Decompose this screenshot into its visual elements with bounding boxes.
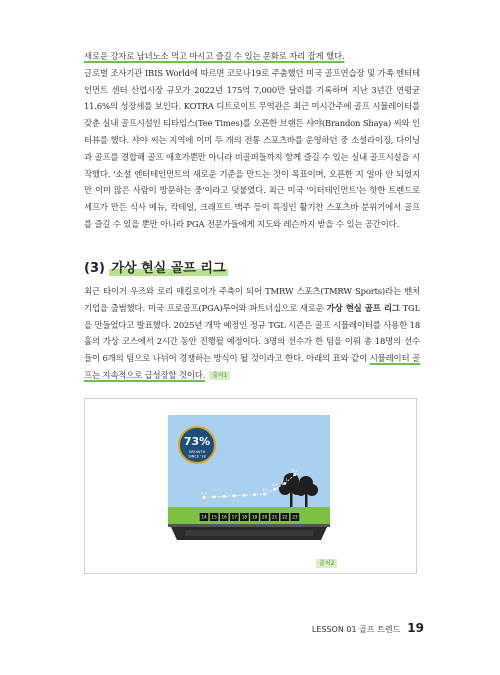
year-label: 17 [231,514,237,520]
trend-point [294,473,297,476]
grass-panel [168,507,330,524]
trend-value-label: 4.4 [271,483,278,488]
year-label: 16 [221,514,227,520]
year-label: 14 [201,514,207,520]
year-label: 23 [292,514,298,520]
year-label: 18 [241,514,248,520]
trend-point [203,496,206,499]
paragraph-2-text-a: 최근 타이거 우즈와 로리 매킬로이가 주축이 되어 TMRW 스포츠(TMRW Sports)라는 벤처기업을 출범했다. 미국 프로골프(PGA)투어와 파트너십으로 새로운 [84,286,420,313]
bold-phrase: 가상 현실 골프 리그 [326,302,400,313]
year-label: 20 [261,514,268,520]
paragraph-1-body: 글로벌 조사기관 IBIS World에 따르면 코로나19로 주춤했던 미국 골프연습장 및 가족 엔터테인먼트 센터 산업시장 규모가 2022년 175억 7,000만 달러를 기록하며 지난 3년간 연평균 11.6%의 성장세를 보인다. KOTRA 디트로이트 무역관은 최근 미시간주에 골프 시뮬레이터를 갖춘 실내 골프시설인 티타임스(Tee Times)를 오픈한 브랜든 샤야(Brandon Shaya) 씨와 인터뷰를 했다. 샤야 씨는 지역에 이미 두 개의 전통 스포츠바를 운영하던 중 소셜라이징, 다이닝과 골프를 결합해 골프 애호가뿐만 아니라 비골퍼들까지 함께 즐길 수 있는 실내 골프시설을 시작했다. '소셜 엔터테인먼트의 새로운 기준을 만드는 것이 목표이며, 오픈한 지 얼마 안 되었지만 이미 많은 사람이 방문하는 중'이라고 덧붙였다. 최근 미국 '이터테인먼트'는 핫한 트렌드로 셰프가 만든 식사 메뉴, 칵테일, 크래프트 맥주 등이 특징인 활기찬 스포츠바 분위기에서 골프를 즐길 수 있을 뿐만 아니라 PGA 전문가들에게 지도와 레슨까지 받을 수 있는 공간이다. [84,67,420,229]
underlined-sentence: 새로운 강자로 남녀노소 먹고 마시고 즐길 수 있는 문화로 자리 잡게 했다. [84,51,345,61]
figure-frame [84,398,417,574]
paragraph-2-text-b: TGL을 만들었다고 발표했다. 2025년 개막 예정인 정규 TGL 시즌은 골프 시뮬레이터를 사용한 18홀의 가상 코스에서 2시간 동안 진행될 예정이다. 3명의 선수가 한 팀을 이뤄 총 18명의 선수들이 6개의 팀으로 나뉘어 경쟁하는 방식이 될 것이라고 한다. 아래의 표와 같이 [84,302,421,364]
lesson-label: LESSON 01 골프 트렌드 [311,625,401,634]
screen-base-shadow [168,524,330,527]
year-label: 19 [251,514,258,520]
source-tag-1: 출처1 [209,371,230,380]
source-tag-2: 출처2 [316,559,337,568]
trend-point [253,493,256,496]
trend-point [243,494,246,497]
paragraph-2 [84,283,420,384]
trend-point [283,482,286,485]
trend-point [273,488,276,491]
page-footer [312,621,424,635]
year-label: 22 [282,514,288,520]
trend-point [213,495,216,498]
section-number: (3) [84,261,105,276]
trend-point [233,494,236,497]
underlined-conclusion: 시뮬레이터 골프는 지속적으로 급성장할 것이다. [84,353,420,380]
simulator-illustration [85,399,416,573]
growth-badge-line1: GROWTH [188,450,206,454]
trend-value-label: 6.2 [292,468,298,473]
year-label: 15 [211,514,217,520]
section-heading [84,257,228,276]
section-title: 가상 현실 골프 리그 [111,261,226,276]
page-number: 19 [407,621,424,635]
year-label: 21 [272,514,278,520]
paragraph-1 [84,48,420,233]
growth-badge-line2: SINCE '18 [188,454,206,459]
growth-badge-value: 73% [183,435,211,448]
trend-value-label: 3.4 [201,491,207,496]
trend-point [223,495,226,498]
stand-mat [185,530,313,536]
trend-value-label: 5.1 [281,477,288,482]
trend-value-label: 3.8 [261,488,268,493]
trend-point [263,493,266,496]
